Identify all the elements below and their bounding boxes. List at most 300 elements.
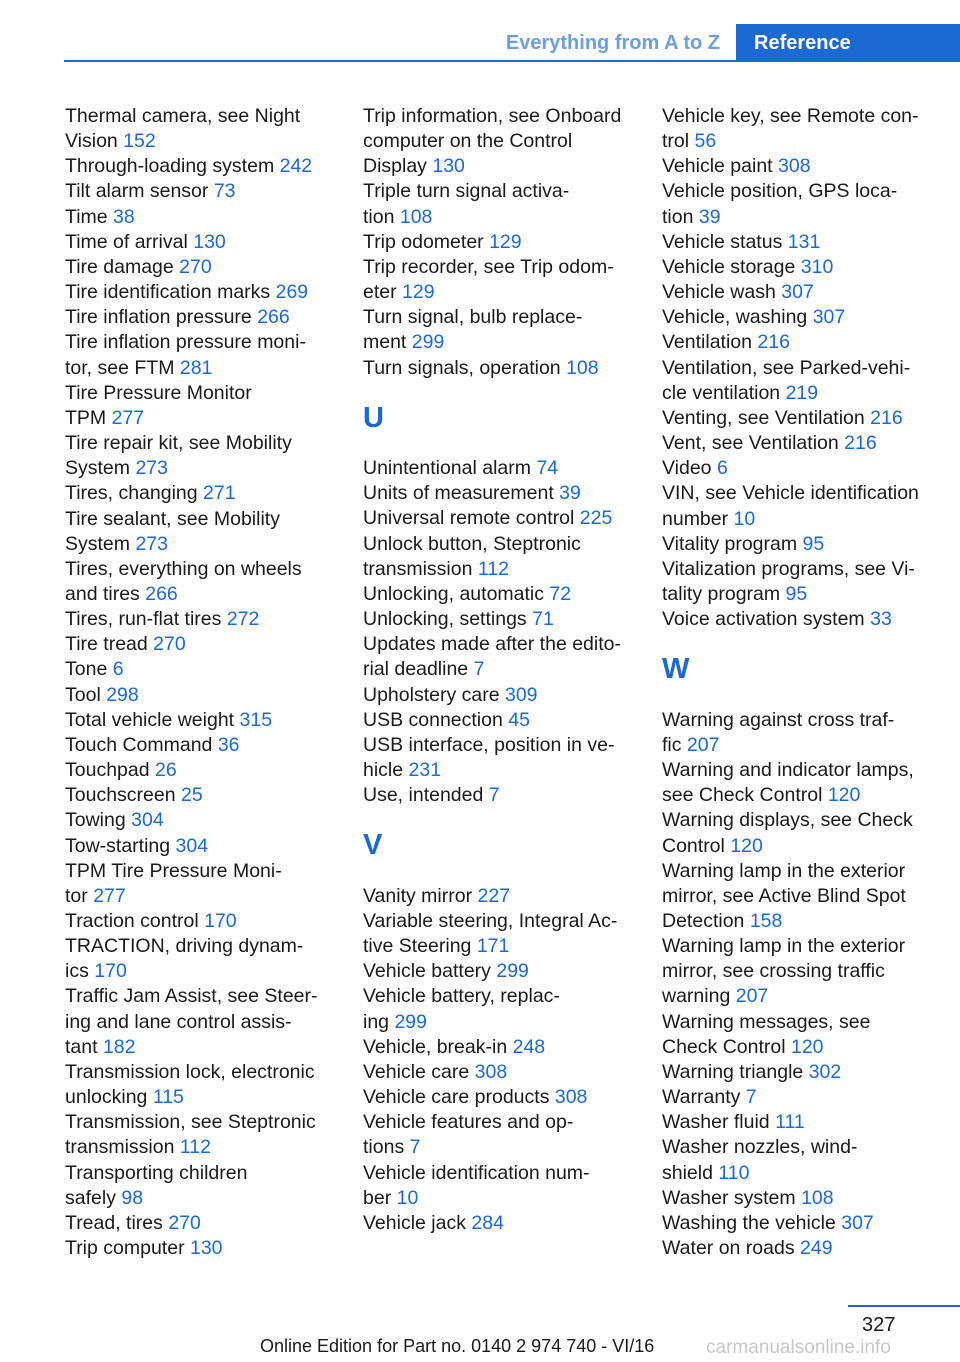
page-reference-link[interactable]: 248 xyxy=(512,1035,546,1058)
index-entry-text: Transporting children xyxy=(65,1161,248,1184)
index-entry-text: Traction control xyxy=(65,910,205,932)
page-reference-link[interactable]: 10 xyxy=(733,507,756,530)
page-reference-link[interactable]: 270 xyxy=(179,255,212,278)
page-reference-link[interactable]: 227 xyxy=(477,884,511,907)
page-reference-link[interactable]: 95 xyxy=(785,582,808,605)
index-entry-line xyxy=(363,582,635,607)
index-entry-text: Trip odometer xyxy=(363,230,490,253)
page-reference-link[interactable]: 6 xyxy=(112,658,124,681)
index-entry-line xyxy=(662,859,934,884)
page-reference-link[interactable]: 277 xyxy=(111,406,145,429)
page-reference-link[interactable]: 110 xyxy=(718,1161,750,1184)
index-entry xyxy=(65,758,337,783)
index-entry-text: Through-loading system xyxy=(65,155,280,178)
index-entry-line xyxy=(363,909,635,934)
index-entry-text: Vehicle battery xyxy=(363,960,497,983)
index-entry-line xyxy=(363,884,635,909)
index-entry xyxy=(65,859,337,909)
index-entry xyxy=(363,255,635,305)
index-entry-continuation xyxy=(363,154,635,179)
index-entry-line xyxy=(363,708,635,733)
index-entry-text: Venting, see Ventilation xyxy=(662,406,871,429)
index-entry-line xyxy=(363,1211,635,1236)
index-entry-continuation xyxy=(662,129,934,154)
page-reference-link[interactable]: 171 xyxy=(476,935,510,958)
index-entry-text: Tire identification marks xyxy=(65,281,276,304)
index-entry xyxy=(65,984,337,1059)
page-reference-link[interactable]: 170 xyxy=(204,910,237,932)
index-entry-text: Tires, changing xyxy=(65,482,204,505)
index-entry-continuation xyxy=(65,1085,337,1110)
index-entry xyxy=(363,481,635,506)
page-reference-link[interactable]: 131 xyxy=(787,230,821,253)
page-reference-link[interactable]: 129 xyxy=(489,230,522,253)
index-entry-text: Ventilation, see Parked-vehi- xyxy=(662,356,911,379)
index-entry-text: Tone xyxy=(65,658,113,681)
index-entry-text: cle ventilation xyxy=(662,381,786,404)
index-letter-heading: W xyxy=(662,653,690,686)
index-entry-line xyxy=(662,1135,934,1160)
page-reference-link[interactable]: 108 xyxy=(566,356,599,379)
page-reference-link[interactable]: 266 xyxy=(145,582,178,605)
index-entry-line xyxy=(65,507,337,532)
index-entry-text: Units of measurement xyxy=(363,482,560,505)
index-entry-text: Tire damage xyxy=(65,255,180,278)
index-entry xyxy=(363,607,635,632)
index-entry-text: Vehicle, washing xyxy=(662,306,813,329)
index-entry-text: Vitality program xyxy=(662,532,803,555)
index-entry xyxy=(363,984,635,1034)
index-entry-line xyxy=(363,683,635,708)
page-reference-link[interactable]: 112 xyxy=(477,557,509,580)
index-entry xyxy=(662,1236,934,1261)
index-entry xyxy=(65,657,337,682)
index-entry-text: Total vehicle weight xyxy=(65,708,240,731)
index-entry-text: mirror, see Active Blind Spot xyxy=(662,884,906,907)
page-reference-link[interactable]: 6 xyxy=(716,457,728,480)
page-reference-link[interactable]: 39 xyxy=(559,482,581,505)
page-reference-link[interactable]: 266 xyxy=(257,306,290,329)
index-entry-continuation xyxy=(662,1161,934,1186)
index-entry xyxy=(662,1110,934,1135)
index-entry-line xyxy=(662,1110,934,1135)
page-reference-link[interactable]: 207 xyxy=(686,733,720,756)
index-entry xyxy=(363,1211,635,1236)
index-letter-heading: V xyxy=(363,829,383,862)
index-entry xyxy=(65,1060,337,1110)
index-entry-line xyxy=(65,859,337,884)
index-entry-line xyxy=(662,1236,934,1261)
index-entry xyxy=(662,607,934,632)
index-entry-line xyxy=(65,758,337,783)
index-entry xyxy=(65,330,337,380)
page-reference-link[interactable]: 304 xyxy=(175,834,209,857)
index-entry-text: Vehicle wash xyxy=(662,281,782,304)
index-entry-line xyxy=(65,657,337,682)
index-entry-line xyxy=(662,607,934,632)
index-entry-line xyxy=(662,280,934,305)
page-reference-link[interactable]: 182 xyxy=(102,1035,136,1058)
index-column-2 xyxy=(363,104,635,1236)
index-entry-line xyxy=(662,406,934,431)
index-entry-continuation xyxy=(662,884,934,909)
page-reference-link[interactable]: 7 xyxy=(745,1086,757,1109)
index-entry xyxy=(662,305,934,330)
index-entry xyxy=(363,104,635,179)
index-entry-line xyxy=(662,179,934,204)
page-reference-link[interactable]: 74 xyxy=(536,457,559,480)
index-entry xyxy=(65,808,337,833)
page-reference-link[interactable]: 71 xyxy=(532,608,554,631)
index-entry xyxy=(363,1085,635,1110)
index-entry-line xyxy=(662,708,934,733)
page-reference-link[interactable]: 249 xyxy=(800,1237,833,1259)
index-entry-line xyxy=(363,984,635,1009)
index-entry xyxy=(662,808,934,858)
page-reference-link[interactable]: 108 xyxy=(801,1186,834,1209)
page-reference-link[interactable]: 120 xyxy=(730,834,763,857)
index-entry-text: safely xyxy=(65,1186,122,1209)
index-entry xyxy=(65,481,337,506)
index-entry-text: Towing xyxy=(65,809,132,832)
index-entry-continuation xyxy=(662,381,934,406)
index-entry-continuation xyxy=(662,834,934,859)
page-reference-link[interactable]: 45 xyxy=(508,708,530,731)
index-entry-line xyxy=(662,1186,934,1211)
index-entry xyxy=(363,532,635,582)
index-entry-text: Transmission, see Steptronic xyxy=(65,1111,316,1134)
index-entry-text: Vehicle care xyxy=(363,1060,475,1083)
page-reference-link[interactable]: 158 xyxy=(749,909,783,932)
index-entry xyxy=(65,1211,337,1236)
page-reference-link[interactable]: 242 xyxy=(279,155,313,178)
index-entry-line xyxy=(65,381,337,406)
section-title: Everything from A to Z xyxy=(505,32,720,54)
index-entry-line xyxy=(662,104,934,129)
index-entry xyxy=(65,230,337,255)
index-entry-text: Tire repair kit, see Mobility xyxy=(65,432,292,455)
page-reference-link[interactable]: 98 xyxy=(121,1186,144,1209)
page-reference-link[interactable]: 26 xyxy=(155,759,177,782)
index-entry-line xyxy=(65,934,337,959)
index-entry xyxy=(662,406,934,431)
index-entry-continuation xyxy=(363,934,635,959)
index-entry xyxy=(65,205,337,230)
index-entry-continuation xyxy=(65,356,337,381)
index-entry xyxy=(662,230,934,255)
index-entry-line xyxy=(65,1211,337,1236)
index-entry-text: mirror, see crossing traffic xyxy=(662,960,885,983)
page-reference-link[interactable]: 269 xyxy=(275,281,309,304)
index-entry-text: computer on the Control xyxy=(363,130,573,153)
index-entry-line xyxy=(65,607,337,632)
index-entry-text: Trip information, see Onboard xyxy=(363,105,622,127)
index-entry-continuation xyxy=(662,959,934,984)
index-entry xyxy=(65,1110,337,1160)
index-entry xyxy=(662,532,934,557)
index-entry-text: tions xyxy=(363,1136,410,1159)
page-reference-link[interactable]: 284 xyxy=(471,1211,504,1234)
index-entry xyxy=(662,1186,934,1211)
index-entry-text: Time xyxy=(65,205,114,228)
index-entry-text: Tires, run-flat tires xyxy=(65,608,227,631)
page-reference-link[interactable]: 308 xyxy=(474,1060,508,1083)
index-entry-text: Washer fluid xyxy=(662,1111,776,1134)
index-entry-line xyxy=(363,255,635,280)
index-entry-text: Warning lamp in the exterior xyxy=(662,935,906,958)
index-entry xyxy=(662,104,934,154)
page-reference-link[interactable]: 310 xyxy=(800,255,834,278)
page-reference-link[interactable]: 207 xyxy=(735,985,769,1008)
index-entry-continuation xyxy=(363,1135,635,1160)
page-reference-link[interactable]: 216 xyxy=(757,331,790,354)
index-entry-continuation xyxy=(363,129,635,154)
index-entry-text: Video xyxy=(662,457,717,480)
index-entry xyxy=(65,909,337,934)
page-reference-link[interactable]: 10 xyxy=(396,1186,419,1209)
page-reference-link[interactable]: 277 xyxy=(93,884,126,907)
page-reference-link[interactable]: 111 xyxy=(775,1111,805,1134)
index-entry-line xyxy=(662,431,934,456)
index-entry xyxy=(363,230,635,255)
page-reference-link[interactable]: 308 xyxy=(554,1086,588,1109)
page-reference-link[interactable]: 270 xyxy=(153,633,186,656)
index-entry-continuation xyxy=(662,984,934,1009)
index-entry-text: rial deadline xyxy=(363,658,474,681)
index-entry xyxy=(65,154,337,179)
index-column-3 xyxy=(662,104,934,1261)
page-reference-link[interactable]: 38 xyxy=(113,205,135,228)
index-entry-line xyxy=(65,481,337,506)
index-entry xyxy=(363,733,635,783)
page-reference-link[interactable]: 72 xyxy=(549,582,572,605)
index-entry-text: Turn signal, bulb replace- xyxy=(363,306,583,329)
index-entry-text: Display xyxy=(363,155,433,178)
page-reference-link[interactable]: 95 xyxy=(802,532,825,555)
index-entry-text: Touch Command xyxy=(65,733,218,756)
index-entry-line xyxy=(65,205,337,230)
index-entry-text: Variable steering, Integral Ac- xyxy=(363,909,618,932)
index-entry-continuation xyxy=(65,1010,337,1035)
page-header xyxy=(64,24,960,62)
page-reference-link[interactable]: 271 xyxy=(203,482,236,505)
chapter-tab[interactable]: Reference xyxy=(736,24,960,62)
index-entry-line xyxy=(363,1060,635,1085)
index-entry xyxy=(662,280,934,305)
index-entry-text: fic xyxy=(662,733,687,756)
index-entry-line xyxy=(662,934,934,959)
index-entry xyxy=(65,280,337,305)
index-entry xyxy=(662,255,934,280)
index-entry-line xyxy=(363,1085,635,1110)
index-entry xyxy=(662,154,934,179)
page-reference-link[interactable]: 129 xyxy=(402,281,435,304)
index-entry-continuation xyxy=(662,582,934,607)
page-reference-link[interactable]: 130 xyxy=(193,230,226,253)
index-entry xyxy=(363,305,635,355)
index-entry-text: Tire tread xyxy=(65,633,154,656)
index-entry-text: Unintentional alarm xyxy=(363,457,537,480)
page-reference-link[interactable]: 272 xyxy=(226,608,260,631)
index-entry-text: tality program xyxy=(662,582,786,605)
page-reference-link[interactable]: 216 xyxy=(844,432,877,455)
page-reference-link[interactable]: 39 xyxy=(698,205,721,228)
index-entry-text: Tire inflation pressure xyxy=(65,306,258,329)
index-entry xyxy=(65,431,337,481)
index-entry-text: Voice activation system xyxy=(662,608,871,631)
index-entry-text: System xyxy=(65,457,136,480)
page-reference-link[interactable]: 225 xyxy=(579,507,613,530)
page-reference-link[interactable]: 7 xyxy=(473,658,485,681)
page-reference-link[interactable]: 130 xyxy=(432,155,465,178)
page-reference-link[interactable]: 299 xyxy=(411,331,445,354)
index-entry-text: Warning displays, see Check xyxy=(662,809,913,832)
index-entry-text: Ventilation xyxy=(662,331,758,354)
index-entry-continuation xyxy=(65,1186,337,1211)
index-entry-text: trol xyxy=(662,130,695,153)
page-reference-link[interactable]: 115 xyxy=(152,1086,184,1109)
index-entry-text: Tires, everything on wheels xyxy=(65,557,302,580)
index-entry-line xyxy=(662,255,934,280)
page-reference-link[interactable]: 152 xyxy=(123,130,156,153)
page-reference-link[interactable]: 304 xyxy=(131,809,164,832)
index-entry-line xyxy=(363,104,635,129)
index-entry-text: Vehicle battery, replac- xyxy=(363,985,560,1008)
index-entry xyxy=(363,582,635,607)
index-entry-text: and tires xyxy=(65,582,146,605)
index-entry-line xyxy=(662,1060,934,1085)
index-entry-text: USB connection xyxy=(363,708,509,731)
page-reference-link[interactable]: 302 xyxy=(808,1060,842,1083)
page-reference-link[interactable]: 308 xyxy=(778,155,811,178)
index-entry xyxy=(363,1060,635,1085)
page-reference-link[interactable]: 231 xyxy=(408,759,442,782)
page-reference-link[interactable]: 307 xyxy=(781,281,814,304)
index-entry-text: eter xyxy=(363,281,403,304)
index-entry-continuation xyxy=(662,733,934,758)
page-reference-link[interactable]: 315 xyxy=(239,708,273,731)
index-entry xyxy=(65,104,337,154)
page-reference-link[interactable]: 108 xyxy=(399,205,433,228)
index-entry-text: Traffic Jam Assist, see Steer- xyxy=(65,985,318,1008)
index-entry xyxy=(363,959,635,984)
index-entry-text: Water on roads xyxy=(662,1237,801,1259)
page-reference-link[interactable]: 298 xyxy=(106,683,139,706)
index-entry xyxy=(363,909,635,959)
page-reference-link[interactable]: 281 xyxy=(179,356,213,379)
index-entry-text: TPM xyxy=(65,406,112,429)
index-entry-continuation xyxy=(65,582,337,607)
index-entry-line xyxy=(363,632,635,657)
index-entry-line xyxy=(662,1010,934,1035)
index-entry-continuation xyxy=(65,884,337,909)
index-entry-text: USB interface, position in ve- xyxy=(363,733,615,756)
page-reference-link[interactable]: 273 xyxy=(135,532,168,555)
index-entry xyxy=(662,1010,934,1060)
index-entry xyxy=(65,557,337,607)
index-entry xyxy=(662,179,934,229)
page-reference-link[interactable]: 7 xyxy=(488,784,500,807)
index-entry xyxy=(65,683,337,708)
index-entry-text: Triple turn signal activa- xyxy=(363,180,570,203)
edition-note: Online Edition for Part no. 0140 2 974 740 - VI/16 xyxy=(260,1336,655,1356)
page-reference-link[interactable]: 307 xyxy=(841,1211,874,1234)
index-entry-text: Washer system xyxy=(662,1186,802,1209)
index-entry-line xyxy=(65,557,337,582)
page-reference-link[interactable]: 170 xyxy=(94,960,127,983)
index-entry-text: Vehicle paint xyxy=(662,155,779,178)
index-entry-line xyxy=(662,456,934,481)
page-reference-link[interactable]: 216 xyxy=(870,406,903,429)
index-entry-line xyxy=(65,230,337,255)
page-reference-link[interactable]: 112 xyxy=(179,1136,211,1159)
index-entry-text: ment xyxy=(363,331,412,354)
index-entry-text: Tool xyxy=(65,683,107,706)
index-entry xyxy=(363,1035,635,1060)
index-entry-line xyxy=(662,230,934,255)
index-entry-line xyxy=(662,356,934,381)
index-entry xyxy=(662,758,934,808)
index-entry xyxy=(65,783,337,808)
page-reference-link[interactable]: 7 xyxy=(409,1136,421,1159)
index-entry-text: Unlocking, automatic xyxy=(363,582,550,605)
page-reference-link[interactable]: 307 xyxy=(812,306,846,329)
index-entry-text: TRACTION, driving dynam- xyxy=(65,935,304,958)
page-reference-link[interactable]: 273 xyxy=(135,457,168,480)
index-entry-line xyxy=(65,733,337,758)
page-reference-link[interactable]: 270 xyxy=(168,1211,201,1234)
page-reference-link[interactable]: 33 xyxy=(870,608,892,631)
index-entry-continuation xyxy=(662,507,934,532)
page-reference-link[interactable]: 309 xyxy=(504,683,538,706)
index-entry-text: System xyxy=(65,532,136,555)
page-reference-link[interactable]: 130 xyxy=(189,1237,223,1260)
page-reference-link[interactable]: 299 xyxy=(394,1010,427,1033)
index-entry-text: transmission xyxy=(65,1136,180,1159)
page-reference-link[interactable]: 73 xyxy=(213,180,236,203)
page-reference-link[interactable]: 25 xyxy=(180,784,203,807)
index-entry-line xyxy=(65,179,337,204)
index-entry-text: Warranty xyxy=(662,1086,746,1109)
page-reference-link[interactable]: 219 xyxy=(785,381,819,404)
index-entry-text: Warning against cross traf- xyxy=(662,708,895,731)
index-entry-line xyxy=(65,1236,337,1261)
index-entry-continuation xyxy=(363,758,635,783)
index-entry-line xyxy=(65,280,337,305)
index-entry-continuation xyxy=(363,1186,635,1211)
index-entry-line xyxy=(65,783,337,808)
index-entry-continuation xyxy=(65,1035,337,1060)
index-entry-line xyxy=(363,356,635,381)
index-entry xyxy=(65,305,337,330)
index-entry xyxy=(662,431,934,456)
index-entry-continuation xyxy=(65,959,337,984)
index-entry-line xyxy=(65,708,337,733)
index-entry-text: tion xyxy=(363,205,400,228)
index-entry-text: ics xyxy=(65,960,95,983)
index-entry-continuation xyxy=(363,330,635,355)
page-reference-link[interactable]: 299 xyxy=(496,960,529,983)
index-entry xyxy=(363,683,635,708)
page-reference-link[interactable]: 120 xyxy=(790,1035,824,1058)
index-entry xyxy=(65,381,337,431)
page-reference-link[interactable]: 36 xyxy=(217,733,240,756)
page-reference-link[interactable]: 120 xyxy=(827,784,861,807)
index-entry-line xyxy=(363,1110,635,1135)
index-entry-text: Turn signals, operation xyxy=(363,356,567,379)
index-entry-continuation xyxy=(363,1010,635,1035)
page-reference-link[interactable]: 56 xyxy=(694,130,717,153)
